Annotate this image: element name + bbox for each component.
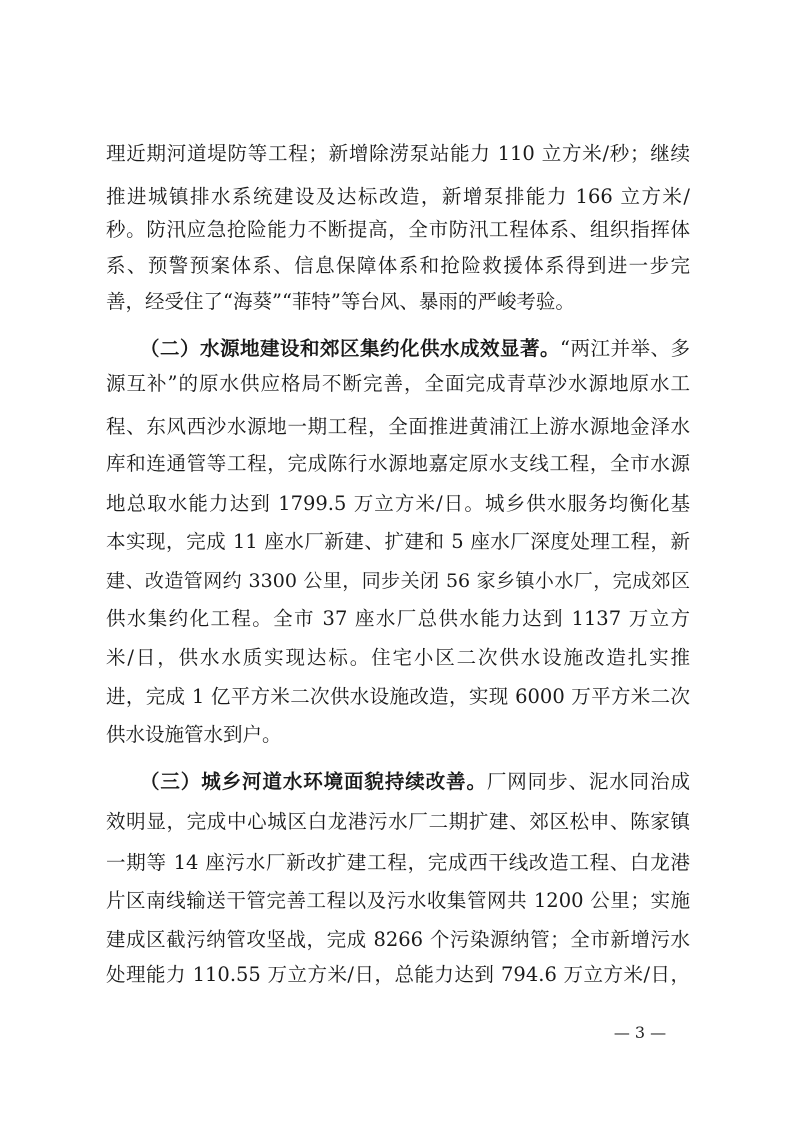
text-line: 地总取水能力达到 1799.5 万立方米/日。城乡供水服务均衡化基: [106, 492, 690, 515]
text-line: 程、东风西沙水源地一期工程，全面推进黄浦江上游水源地金泽水: [106, 415, 690, 438]
text-line: 建成区截污纳管攻坚战，完成 8266 个污染源纳管；全市新增污水: [106, 928, 690, 951]
text-line: 效明显，完成中心城区白龙港污水厂二期扩建、郊区松申、陈家镇: [106, 810, 690, 833]
text-line: 理近期河道堤防等工程；新增除涝泵站能力 110 立方米/秒；继续: [106, 142, 690, 165]
section-heading: （三）城乡河道水环境面貌持续改善。: [140, 770, 487, 793]
text-line: 源互补”的原水供应格局不断完善，全面完成青草沙水源地原水工: [106, 372, 690, 395]
text-line: 进，完成 1 亿平方米二次供水设施改造，实现 6000 万平方米二次: [106, 685, 690, 708]
text-line: 本实现，完成 11 座水厂新建、扩建和 5 座水厂深度处理工程，新: [106, 530, 690, 553]
text-line: 片区南线输送干管完善工程以及污水收集管网共 1200 公里；实施: [106, 889, 690, 912]
text-line: 推进城镇排水系统建设及达标改造，新增泵排能力 166 立方米/: [106, 185, 690, 208]
text-line: 秒。防汛应急抢险能力不断提高，全市防汛工程体系、组织指挥体: [106, 218, 690, 241]
page-number: — 3 —: [613, 1023, 667, 1042]
text-run: “两江并举、多: [560, 337, 690, 360]
text-line: 米/日，供水水质实现达标。住宅小区二次供水设施改造扎实推: [106, 646, 690, 669]
text-line: 系、预警预案体系、信息保障体系和抢险救援体系得到进一步完: [106, 254, 690, 277]
section-heading: （二）水源地建设和郊区集约化供水成效显著。: [140, 337, 561, 360]
text-line: 库和连通管等工程，完成陈行水源地嘉定原水支线工程，全市水源: [106, 452, 690, 475]
text-run: 厂网同步、泥水同治成: [486, 770, 690, 793]
text-line: 处理能力 110.55 万立方米/日，总能力达到 794.6 万立方米/日，: [106, 963, 690, 986]
paragraph-first-line: [140, 770, 690, 794]
text-line: 一期等 14 座污水厂新改扩建工程，完成西干线改造工程、白龙港: [106, 851, 690, 874]
paragraph-first-line: [140, 337, 690, 361]
text-line: 供水集约化工程。全市 37 座水厂总供水能力达到 1137 万立方: [106, 607, 690, 630]
text-line: 供水设施管水到户。: [106, 723, 282, 746]
text-line: 善，经受住了“海葵”“菲特”等台风、暴雨的严峻考验。: [106, 290, 575, 313]
text-line: 建、改造管网约 3300 公里，同步关闭 56 家乡镇小水厂，完成郊区: [106, 570, 690, 592]
